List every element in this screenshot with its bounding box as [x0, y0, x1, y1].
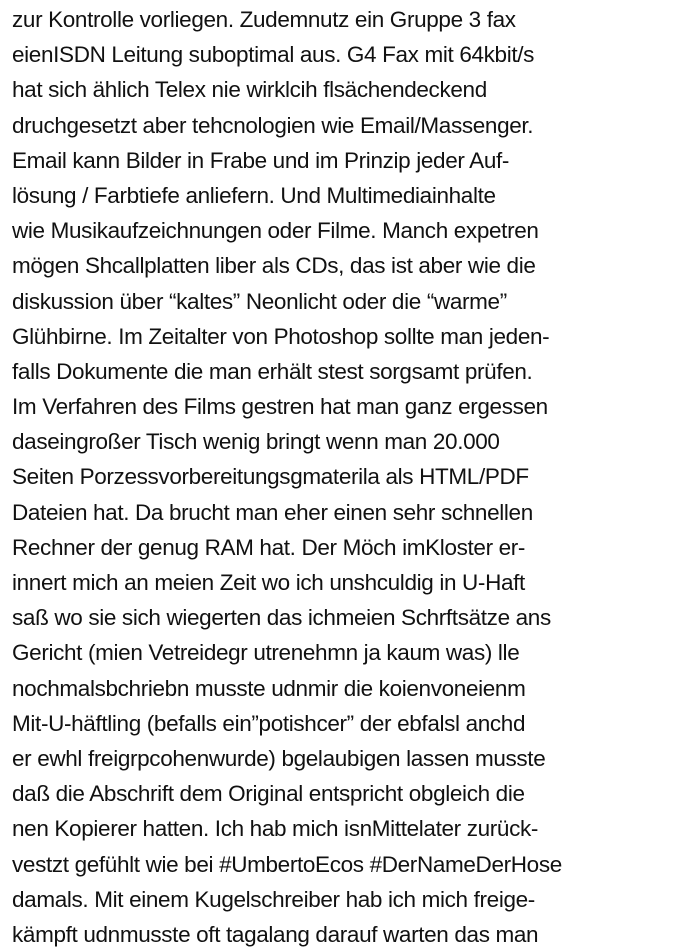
text-line: mögen Shcallplatten liber als CDs, das ist aber wie die [12, 253, 536, 279]
text-line: daseingroßer Tisch wenig bringt wenn man 20.000 [12, 429, 500, 455]
text-line: vestzt gefühlt wie bei #UmbertoEcos #DerNameDerHose [12, 851, 562, 877]
text-line: diskussion über “kaltes” Neonlicht oder die “warme” [12, 288, 507, 314]
text-line: Email kann Bilder in Frabe und im Prinzip jeder Auf- [12, 147, 510, 173]
text-line: Seiten Porzessvorbereitungsgmaterila als HTML/PDF [12, 464, 529, 490]
text-line: falls Dokumente die man erhält stest sorgsamt prüfen. [12, 358, 533, 384]
text-line: innert mich an meien Zeit wo ich unshculdig in U-Haft [12, 570, 525, 595]
text-line: kämpft udnmusste oft tagalang darauf warten das man [12, 921, 539, 947]
text-line: damals. Mit einem Kugelschreiber hab ich mich freige- [12, 886, 535, 912]
text-line: Glühbirne. Im Zeitalter von Photoshop sollte man jeden- [12, 323, 550, 349]
text-line: eienISDN Leitung suboptimal aus. G4 Fax mit 64kbit/s [12, 42, 535, 68]
text-line: hat sich ählich Telex nie wirklcih flsächendeckend [12, 77, 487, 103]
text-line: nochmalsbchriebn musste udnmir die koienvoneienm [12, 675, 526, 701]
text-line: wie Musikaufzeichnungen oder Filme. Manch expetren [12, 218, 539, 244]
text-line: Im Verfahren des Films gestren hat man ganz ergessen [12, 394, 548, 420]
body-text [12, 2, 682, 952]
text-line: Gericht (mien Vetreidegr utrenehmn ja kaum was) lle [12, 640, 520, 666]
text-line: saß wo sie sich wiegerten das ichmeien Schrftsätze ans [12, 605, 551, 631]
text-line: Mit-U-häftling (befalls ein”potishcer” der ebfalsl anchd [12, 710, 526, 736]
text-line: daß die Abschrift dem Original entspricht obgleich die [12, 781, 525, 807]
text-line: Rechner der genug RAM hat. Der Möch imKloster er- [12, 534, 526, 560]
text-line: er ewhl freigrpcohenwurde) bgelaubigen lassen musste [12, 745, 546, 771]
text-line: nen Kopierer hatten. Ich hab mich isnMittelater zurück- [12, 816, 539, 842]
text-line: Dateien hat. Da brucht man eher einen sehr schnellen [12, 499, 533, 525]
text-line: druchgesetzt aber tehcnologien wie Email/Massenger. [12, 112, 534, 138]
text-line: zur Kontrolle vorliegen. Zudemnutz ein Gruppe 3 fax [12, 7, 516, 32]
text-line: lösung / Farbtiefe anliefern. Und Multimediainhalte [12, 182, 496, 208]
